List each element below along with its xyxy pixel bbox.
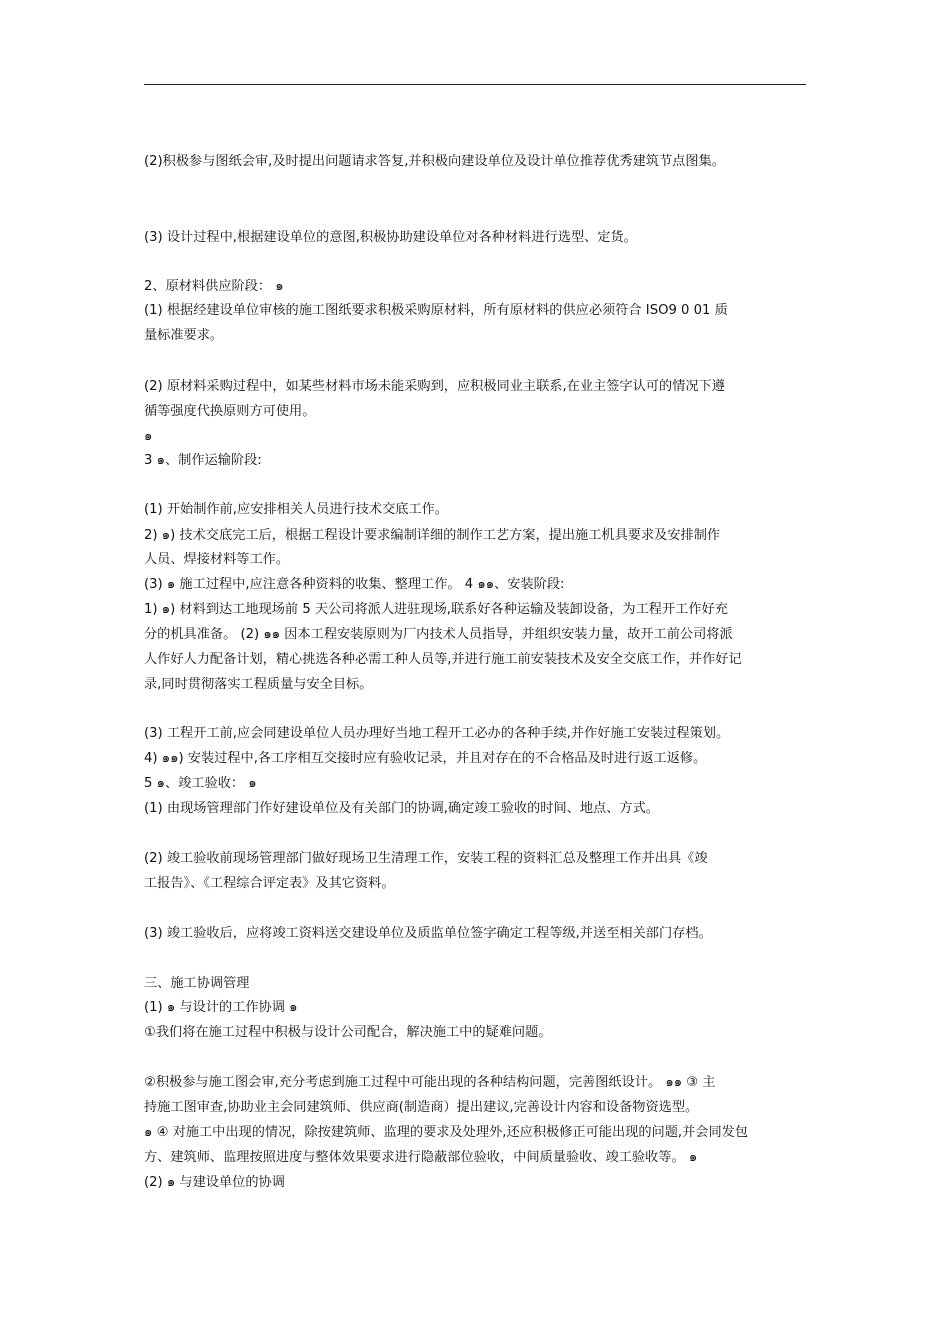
text-line: (2) 原材料采购过程中，如某些材料市场未能采购到，应积极同业主联系,在业主签字认可的情况下遵 xyxy=(144,379,725,394)
text-line: (3) 竣工验收后，应将竣工资料送交建设单位及质监单位签字确定工程等级,并送至相关部门存档。 xyxy=(144,926,712,941)
text-line: (1) ๑ 与设计的工作协调 ๑ xyxy=(144,1000,298,1015)
text-line: (1) 开始制作前,应安排相关人员进行技术交底工作。 xyxy=(144,502,448,517)
text-line: 1) ๑) 材料到达工地现场前 5 天公司将派人进驻现场,联系好各种运输及装卸设备，为工程开工作好充 xyxy=(144,602,728,617)
text-line: (3) 工程开工前,应会同建设单位人员办理好当地工程开工必办的各种手续,并作好施工安装过程策划。 xyxy=(144,726,730,741)
text-line: 方、建筑师、监理按照进度与整体效果要求进行隐蔽部位验收，中间质量验收、竣工验收等。 ๑ xyxy=(144,1150,698,1165)
text-line: (1) 由现场管理部门作好建设单位及有关部门的协调,确定竣工验收的时间、地点、方式。 xyxy=(144,801,659,816)
text-line: (3) 设计过程中,根据建设单位的意图,积极协助建设单位对各种材料进行选型、定货。 xyxy=(144,230,637,245)
section-heading: 3 ๑、制作运输阶段: xyxy=(144,453,262,468)
text-line: 持施工图审查,协助业主会同建筑师、供应商(制造商）提出建议,完善设计内容和设备物资选型。 xyxy=(144,1100,699,1115)
text-line: (2) ๑ 与建设单位的协调 xyxy=(144,1175,285,1190)
text-line: (2) 竣工验收前现场管理部门做好现场卫生清理工作，安装工程的资料汇总及整理工作并出具《竣 xyxy=(144,851,708,866)
text-line: ๑ xyxy=(144,429,153,444)
text-line: 录,同时贯彻落实工程质量与安全目标。 xyxy=(144,677,373,692)
text-line: 人作好人力配备计划，精心挑选各种必需工种人员等,并进行施工前安装技术及安全交底工作，并作好记 xyxy=(144,652,742,667)
text-line: ①我们将在施工过程中积极与设计公司配合，解决施工中的疑难问题。 xyxy=(144,1025,552,1040)
text-line: (2)积极参与图纸会审,及时提出问题请求答复,并积极向建设单位及设计单位推荐优秀建筑节点图集。 xyxy=(144,154,725,169)
text-line: 循等强度代换原则方可使用。 xyxy=(144,404,316,419)
text-line: 量标准要求。 xyxy=(144,328,224,343)
text-line: ②积极参与施工图会审,充分考虑到施工过程中可能出现的各种结构问题，完善图纸设计。 ๑๑ ③ 主 xyxy=(144,1075,716,1090)
text-line: 工报告》、《工程综合评定表》及其它资料。 xyxy=(144,876,395,891)
text-line: (3) ๑ 施工过程中,应注意各种资料的收集、整理工作。 4 ๑๑、安装阶段: xyxy=(144,577,565,592)
text-line: ๑ ④ 对施工中出现的情况，除按建筑师、监理的要求及处理外,还应积极修正可能出现的问题,并会同发包 xyxy=(144,1125,749,1140)
text-line: 分的机具准备。 (2) ๑๑ 因本工程安装原则为厂内技术人员指导，并组织安装力量，故开工前公司将派 xyxy=(144,627,733,642)
section-heading: 三、施工协调管理 xyxy=(144,976,250,991)
text-line: (1) 根据经建设单位审核的施工图纸要求积极采购原材料，所有原材料的供应必须符合 ISO9 0 01 质 xyxy=(144,303,728,318)
section-heading: 2、原材料供应阶段： ๑ xyxy=(144,279,284,294)
text-line: 人员、焊接材料等工作。 xyxy=(144,552,290,567)
header-rule xyxy=(144,84,806,85)
text-line: 2) ๑) 技术交底完工后，根据工程设计要求编制详细的制作工艺方案，提出施工机具要求及安排制作 xyxy=(144,528,721,543)
section-heading: 5 ๑、竣工验收： ๑ xyxy=(144,776,257,791)
text-line: 4) ๑๑) 安装过程中,各工序相互交接时应有验收记录，并且对存在的不合格品及时进行返工返修。 xyxy=(144,751,707,766)
